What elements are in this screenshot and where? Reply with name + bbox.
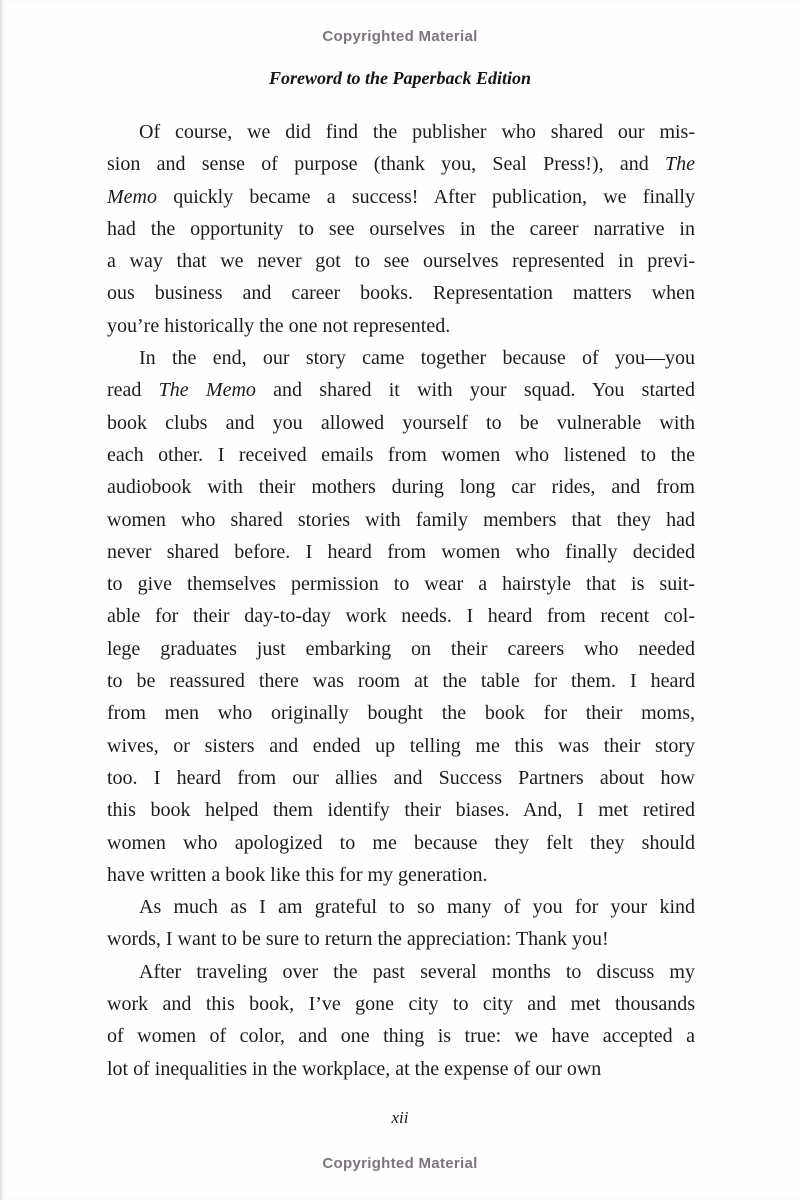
text-line <box>107 504 695 536</box>
text-segment: a way that we never got to see ourselves represented in previ- <box>107 250 695 273</box>
book-title-italic: The <box>665 153 695 176</box>
text-line <box>107 956 695 988</box>
text-segment: lege graduates just embarking on their careers who needed <box>107 637 695 660</box>
text-line <box>107 148 695 180</box>
text-line <box>107 439 695 471</box>
book-title-italic: Memo <box>107 185 157 208</box>
text-segment: to be reassured there was room at the table for them. I heard <box>107 670 695 693</box>
text-segment: As much as I am grateful to so many of you for your kind <box>139 896 695 919</box>
text-segment: work and this book, I’ve gone city to city and met thousands <box>107 993 695 1016</box>
text-line <box>107 407 695 439</box>
text-segment: sion and sense of purpose (thank you, Seal Press!), and <box>107 153 665 176</box>
text-segment: words, I want to be sure to return the appreciation: Thank you! <box>107 928 609 951</box>
text-line <box>107 633 695 665</box>
text-line <box>107 213 695 245</box>
text-line <box>107 568 695 600</box>
text-segment: each other. I received emails from women who listened to the <box>107 443 695 466</box>
text-segment: book clubs and you allowed yourself to be vulnerable with <box>107 411 695 434</box>
text-line <box>107 116 695 148</box>
text-line <box>107 988 695 1020</box>
text-line <box>107 923 695 955</box>
text-line <box>107 827 695 859</box>
text-segment: too. I heard from our allies and Success Partners about how <box>107 766 695 789</box>
paragraph <box>107 956 695 1085</box>
text-segment: this book helped them identify their biases. And, I met retired <box>107 799 695 822</box>
text-line <box>107 794 695 826</box>
text-line <box>107 1053 695 1085</box>
text-segment: wives, or sisters and ended up telling me this was their story <box>107 734 695 757</box>
text-line <box>107 697 695 729</box>
text-line <box>107 762 695 794</box>
text-line <box>107 245 695 277</box>
text-segment: you’re historically the one not represented. <box>107 314 451 337</box>
text-segment: had the opportunity to see ourselves in the career narrative in <box>107 217 695 240</box>
text-line <box>107 859 695 891</box>
paragraph <box>107 891 695 956</box>
paragraph <box>107 342 695 891</box>
text-line <box>107 1020 695 1052</box>
chapter-heading: Foreword to the Paperback Edition <box>268 68 531 88</box>
text-segment: able for their day-to-day work needs. I heard from recent col- <box>107 605 695 628</box>
text-segment: women who apologized to me because they felt they should <box>107 831 695 854</box>
text-line <box>107 310 695 342</box>
text-line <box>107 277 695 309</box>
text-line <box>107 536 695 568</box>
text-line <box>107 665 695 697</box>
text-segment: After traveling over the past several months to discuss my <box>139 960 695 983</box>
text-segment: never shared before. I heard from women who finally decided <box>107 540 695 563</box>
text-segment: quickly became a success! After publication, we finally <box>156 185 695 208</box>
text-segment: audiobook with their mothers during long car rides, and from <box>107 476 695 499</box>
text-segment: women who shared stories with family members that they had <box>107 508 695 531</box>
paragraph <box>107 116 695 342</box>
text-segment: In the end, our story came together because of you—you <box>139 347 695 370</box>
text-line <box>107 181 695 213</box>
text-line <box>107 891 695 923</box>
copyright-notice-bottom: Copyrighted Material <box>322 1155 478 1172</box>
page-number: xii <box>391 1108 409 1127</box>
text-segment: have written a book like this for my generation. <box>107 863 488 886</box>
text-line <box>107 471 695 503</box>
text-segment: ous business and career books. Representation matters when <box>107 282 695 305</box>
text-line <box>107 730 695 762</box>
text-line <box>107 600 695 632</box>
text-segment: lot of inequalities in the workplace, at the expense of our own <box>107 1057 602 1080</box>
text-segment: Of course, we did find the publisher who shared our mis- <box>139 121 695 143</box>
text-segment: and shared it with your squad. You started <box>255 379 695 402</box>
text-line <box>107 374 695 406</box>
text-segment: read <box>107 379 159 402</box>
text-segment: of women of color, and one thing is true: we have accepted a <box>107 1025 695 1048</box>
text-segment: to give themselves permission to wear a hairstyle that is suit- <box>107 573 695 596</box>
body-text <box>107 116 695 1085</box>
text-segment: from men who originally bought the book for their moms, <box>107 702 695 725</box>
text-line <box>107 342 695 374</box>
copyright-notice-top: Copyrighted Material <box>322 28 478 45</box>
book-title-italic: The Memo <box>158 379 256 402</box>
